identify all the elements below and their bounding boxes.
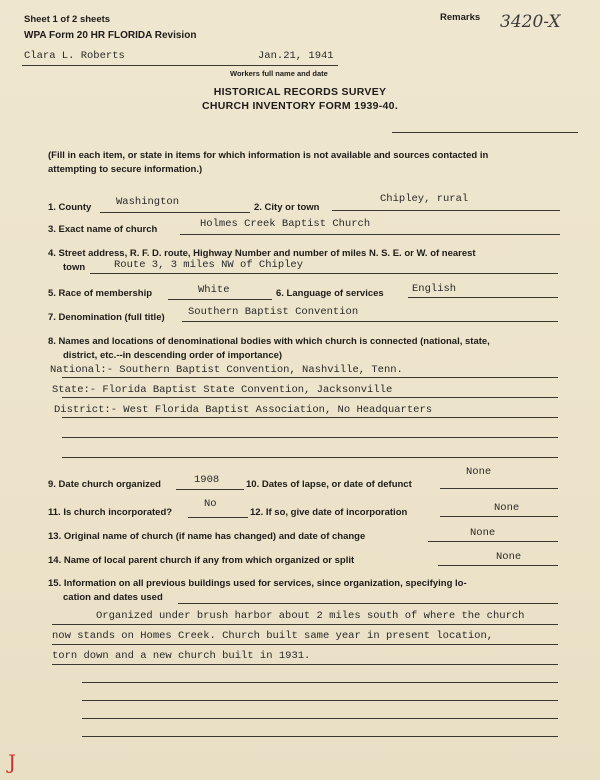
buildings-line-1 bbox=[52, 624, 558, 625]
original-name-label: 13. Original name of church (if name has changed) and date of change bbox=[48, 531, 366, 542]
buildings-line-5 bbox=[82, 700, 558, 701]
bodies-line-4 bbox=[62, 437, 558, 438]
race-line bbox=[168, 299, 272, 300]
buildings-label-2: cation and dates used bbox=[63, 592, 163, 603]
incorp-date-label: 12. If so, give date of incorporation bbox=[250, 507, 408, 518]
county-line bbox=[100, 212, 250, 213]
bodies-line-5 bbox=[62, 457, 558, 458]
street-value: Route 3, 3 miles NW of Chipley bbox=[114, 259, 304, 271]
parent-line bbox=[438, 565, 558, 566]
city-label: 2. City or town bbox=[254, 202, 320, 213]
bodies-line-2 bbox=[62, 397, 558, 398]
language-label: 6. Language of services bbox=[276, 288, 384, 299]
street-label-2: town bbox=[63, 262, 86, 273]
sheet-count: Sheet 1 of 2 sheets bbox=[24, 14, 111, 25]
language-value: English bbox=[412, 283, 457, 295]
buildings-label-1: 15. Information on all previous buildings used for services, since organization, specifying lo- bbox=[48, 578, 467, 589]
form-title: HISTORICAL RECORDS SURVEY bbox=[213, 86, 387, 98]
worker-date: Jan.21, 1941 bbox=[258, 50, 334, 62]
incorp-date-line bbox=[440, 516, 558, 517]
buildings-line-2 bbox=[52, 644, 558, 645]
worker-name: Clara L. Roberts bbox=[24, 50, 125, 62]
organized-line bbox=[176, 489, 244, 490]
margin-mark: J bbox=[8, 750, 17, 774]
church-name-value: Holmes Creek Baptist Church bbox=[200, 218, 371, 230]
bodies-label-1: 8. Names and locations of denominational bodies with which church is connected (national, state, bbox=[48, 336, 490, 347]
buildings-text-2: now stands on Homes Creek. Church built same year in present location, bbox=[52, 630, 494, 642]
buildings-line-7 bbox=[82, 736, 558, 737]
incorporated-label: 11. Is church incorporated? bbox=[48, 507, 173, 518]
county-value: Washington bbox=[116, 196, 180, 208]
buildings-line-3 bbox=[52, 664, 558, 665]
original-name-value: None bbox=[470, 527, 496, 539]
original-name-line bbox=[428, 541, 558, 542]
city-line bbox=[332, 210, 560, 211]
buildings-text-3: torn down and a new church built in 1931. bbox=[52, 650, 311, 662]
street-line bbox=[90, 273, 558, 274]
buildings-line-4 bbox=[82, 682, 558, 683]
bodies-national: National:- Southern Baptist Convention, Nashville, Tenn. bbox=[50, 364, 403, 376]
divider-line bbox=[392, 132, 578, 133]
remarks-label: Remarks bbox=[440, 12, 481, 23]
church-name-line bbox=[180, 234, 560, 235]
lapse-value: None bbox=[466, 466, 492, 478]
incorporated-value: No bbox=[204, 498, 217, 510]
race-value: White bbox=[198, 284, 230, 296]
bodies-line-3 bbox=[62, 417, 558, 418]
instructions-line-1: (Fill in each item, or state in items for which information is not available and sources contacted in bbox=[48, 150, 489, 161]
lapse-line bbox=[440, 488, 558, 489]
bodies-state: State:- Florida Baptist State Convention, Jacksonville bbox=[52, 384, 393, 396]
form-number: WPA Form 20 HR FLORIDA Revision bbox=[24, 30, 197, 41]
bodies-line-1 bbox=[62, 377, 558, 378]
language-line bbox=[408, 297, 558, 298]
buildings-line-6 bbox=[82, 718, 558, 719]
church-name-label: 3. Exact name of church bbox=[48, 224, 158, 235]
denomination-label: 7. Denomination (full title) bbox=[48, 312, 165, 323]
city-value: Chipley, rural bbox=[380, 193, 469, 205]
denomination-value: Southern Baptist Convention bbox=[188, 306, 359, 318]
buildings-text-1: Organized under brush harbor about 2 miles south of where the church bbox=[96, 610, 525, 622]
street-label-1: 4. Street address, R. F. D. route, Highway Number and number of miles N. S. E. or W. of nearest bbox=[48, 248, 476, 259]
incorporated-line bbox=[188, 517, 248, 518]
race-label: 5. Race of membership bbox=[48, 288, 153, 299]
buildings-line-0 bbox=[178, 603, 558, 604]
bodies-district: District:- West Florida Baptist Association, No Headquarters bbox=[54, 404, 433, 416]
form-subtitle: CHURCH INVENTORY FORM 1939-40. bbox=[201, 100, 399, 112]
denomination-line bbox=[182, 321, 558, 322]
worker-line bbox=[22, 65, 338, 66]
worker-caption: Workers full name and date bbox=[230, 69, 328, 78]
parent-label: 14. Name of local parent church if any from which organized or split bbox=[48, 555, 355, 566]
remarks-handwritten-note: 3420-X bbox=[500, 12, 561, 32]
bodies-label-2: district, etc.--in descending order of importance) bbox=[63, 350, 283, 361]
lapse-label: 10. Dates of lapse, or date of defunct bbox=[246, 479, 412, 490]
parent-value: None bbox=[496, 551, 522, 563]
organized-label: 9. Date church organized bbox=[48, 479, 161, 490]
instructions-line-2: attempting to secure information.) bbox=[48, 164, 203, 175]
organized-value: 1908 bbox=[194, 474, 220, 486]
county-label: 1. County bbox=[48, 202, 92, 213]
incorp-date-value: None bbox=[494, 502, 520, 514]
